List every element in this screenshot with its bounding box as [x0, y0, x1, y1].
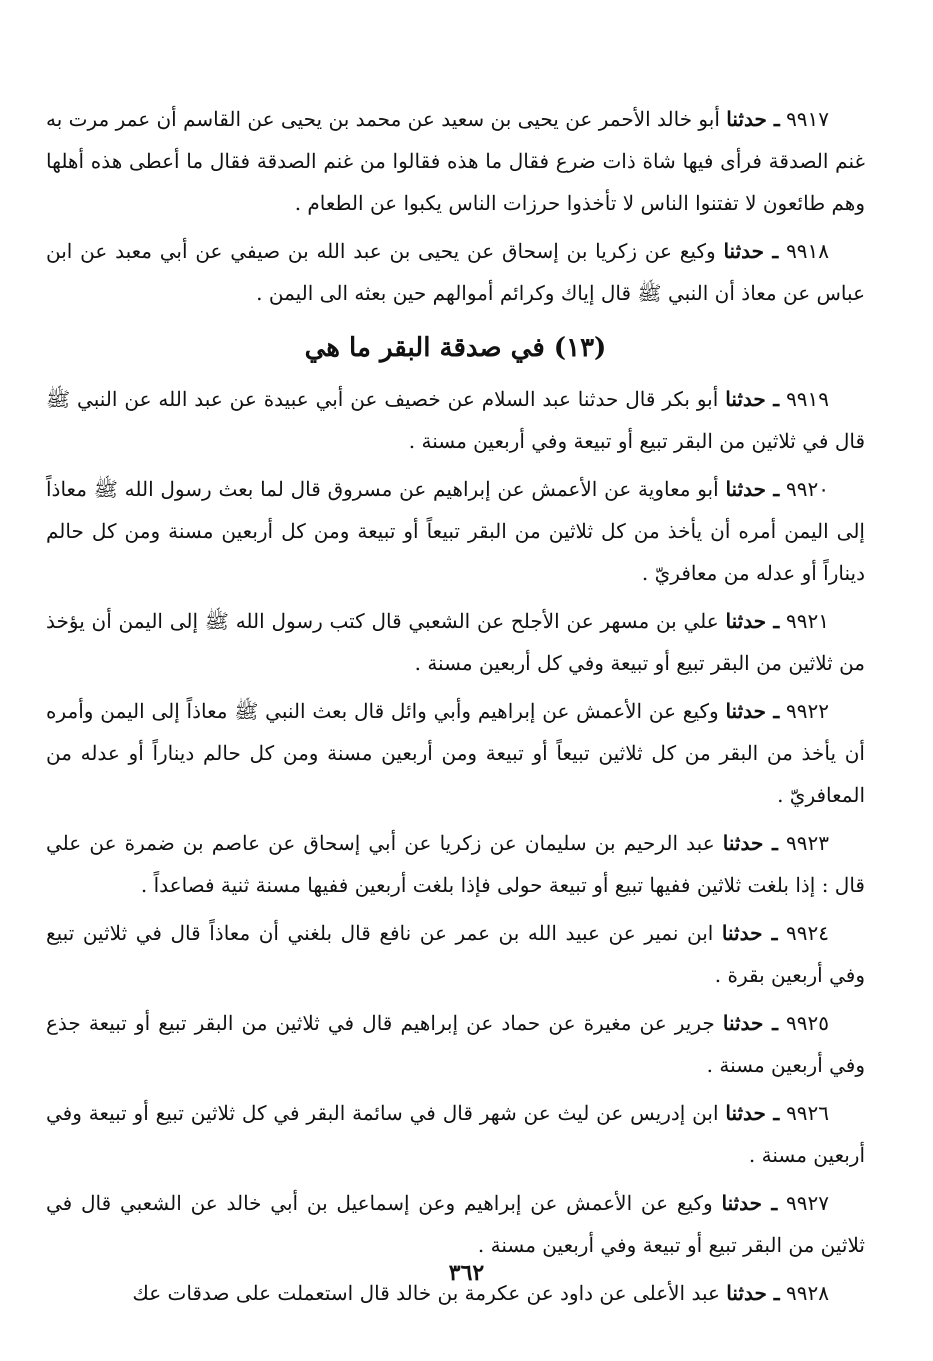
- entry-opener: حدثنا: [723, 239, 764, 263]
- entry-number: ٩٩٢٣: [786, 831, 830, 855]
- entry-number: ٩٩٢٨: [786, 1281, 829, 1305]
- section-heading: (١٣) في صدقة البقر ما هي: [304, 333, 607, 363]
- entry-dash: ـ: [766, 609, 780, 633]
- entry-text: عبد الأعلى عن داود عن عكرمة بن خالد قال استعملت على صدقات عك: [132, 1281, 720, 1305]
- entry-opener: حدثنا: [722, 831, 764, 855]
- entry-dash: ـ: [766, 477, 780, 501]
- entry-number: ٩٩٢٦: [786, 1101, 830, 1125]
- hadith-entry: [46, 230, 865, 314]
- hadith-entry: [46, 1092, 865, 1176]
- hadith-entry: [46, 822, 865, 906]
- entry-text: ابن نمير عن عبيد الله بن عمر عن نافع قال بلغني أن معاذاً قال في ثلاثين تبيع وفي أربعين بقرة .: [46, 921, 865, 987]
- entry-text: أبو معاوية عن الأعمش عن إبراهيم عن مسروق قال لما بعث رسول الله ﷺ معاذاً إلى اليمن أمره أن يأخذ من كل ثلاثين من البقر تبيعاً أو تبيعة ومن كل أربعين مسنة ومن كل حالم ديناراً أو عدله من معافريّ .: [46, 477, 865, 585]
- page-body: [46, 98, 865, 1320]
- entry-number: ٩٩١٩: [786, 387, 830, 411]
- page-number: ٣٦٢: [448, 1260, 485, 1286]
- entry-dash: ـ: [765, 1101, 780, 1125]
- entry-opener: حدثنا: [725, 609, 767, 633]
- hadith-entry: [46, 600, 865, 684]
- entry-text: جرير عن مغيرة عن حماد عن إبراهيم قال في ثلاثين من البقر تبيع أو تبيعة جذع وفي أربعين مسنة .: [46, 1011, 865, 1077]
- entry-dash: ـ: [762, 1191, 778, 1215]
- entry-number: ٩٩٢١: [786, 609, 830, 633]
- entry-number: ٩٩١٧: [786, 107, 830, 131]
- entry-text: علي بن مسهر عن الأجلح عن الشعبي قال كتب رسول الله ﷺ إلى اليمن أن يؤخذ من ثلاثين من البقر تبيع أو تبيعة وفي كل أربعين مسنة .: [46, 609, 865, 675]
- hadith-entry: [46, 690, 865, 816]
- entry-dash: ـ: [763, 1011, 778, 1035]
- entry-dash: ـ: [762, 921, 778, 945]
- entry-dash: ـ: [766, 1281, 780, 1305]
- hadith-entry: [46, 98, 865, 224]
- entry-opener: حدثنا: [725, 699, 767, 723]
- entry-opener: حدثنا: [722, 1011, 764, 1035]
- entry-number: ٩٩٢٢: [786, 699, 830, 723]
- entry-dash: ـ: [764, 239, 779, 263]
- entry-text: أبو بكر قال حدثنا عبد السلام عن خصيف عن أبي عبيدة عن عبد الله عن النبي ﷺ قال في ثلاثين من البقر تبيع أو تبيعة وفي أربعين مسنة .: [46, 387, 865, 453]
- entry-dash: ـ: [766, 699, 780, 723]
- entry-text: وكيع عن زكريا بن إسحاق عن يحيى بن عبد الله بن صيفي عن أبي معبد عن ابن عباس عن معاذ أن النبي ﷺ قال إياك وكرائم أموالهم حين بعثه الى اليمن .: [46, 239, 865, 305]
- hadith-entry: [46, 1182, 865, 1266]
- entry-text: ابن إدريس عن ليث عن شهر قال في سائمة البقر في كل ثلاثين تبيع أو تبيعة وفي أربعين مسنة .: [46, 1101, 865, 1167]
- hadith-entry: [46, 378, 865, 462]
- entry-opener: حدثنا: [725, 387, 766, 411]
- hadith-entry: [46, 1002, 865, 1086]
- entry-dash: ـ: [765, 387, 780, 411]
- entry-text: وكيع عن الأعمش عن إبراهيم وعن إسماعيل بن أبي خالد عن الشعبي قال في ثلاثين من البقر تبيع أو تبيعة وفي أربعين مسنة .: [46, 1191, 865, 1257]
- entry-opener: حدثنا: [725, 1101, 766, 1125]
- entry-opener: حدثنا: [725, 477, 767, 501]
- entry-dash: ـ: [763, 831, 778, 855]
- entry-number: ٩٩٢٠: [786, 477, 830, 501]
- entry-opener: حدثنا: [721, 921, 763, 945]
- entry-opener: حدثنا: [726, 107, 767, 131]
- hadith-entry: [46, 468, 865, 594]
- hadith-entry: [46, 912, 865, 996]
- entry-dash: ـ: [766, 107, 780, 131]
- entry-number: ٩٩٢٤: [786, 921, 830, 945]
- entry-number: ٩٩٢٧: [786, 1191, 830, 1215]
- entry-text: وكيع عن الأعمش عن إبراهيم وأبي وائل قال بعث النبي ﷺ معاذاً إلى اليمن وأمره أن يأخذ من البقر من كل ثلاثين تبيعاً أو تبيعة ومن أربعين مسنة ومن كل حالم ديناراً أو عدله من المعافريّ .: [46, 699, 865, 807]
- entry-opener: حدثنا: [726, 1281, 767, 1305]
- entry-text: أبو خالد الأحمر عن يحيى بن سعيد عن محمد بن يحيى عن القاسم أن عمر مرت به غنم الصدقة فرأى فيها شاة ذات ضرع فقال ما هذه فقالوا من غنم الصدقة فقال ما أعطى هذه أهلها وهم طائعون لا تفتنوا الناس لا تأخذوا حرزات الناس يكبوا عن الطعام .: [46, 107, 865, 215]
- entry-opener: حدثنا: [721, 1191, 763, 1215]
- entry-number: ٩٩٢٥: [786, 1011, 830, 1035]
- entry-text: عبد الرحيم بن سليمان عن زكريا عن أبي إسحاق عن عاصم بن ضمرة عن علي قال : إذا بلغت ثلاثين ففيها تبيع أو تبيعة حولى فإذا بلغت أربعين ففيها مسنة ثنية فصاعداً .: [46, 831, 865, 897]
- entry-number: ٩٩١٨: [786, 239, 830, 263]
